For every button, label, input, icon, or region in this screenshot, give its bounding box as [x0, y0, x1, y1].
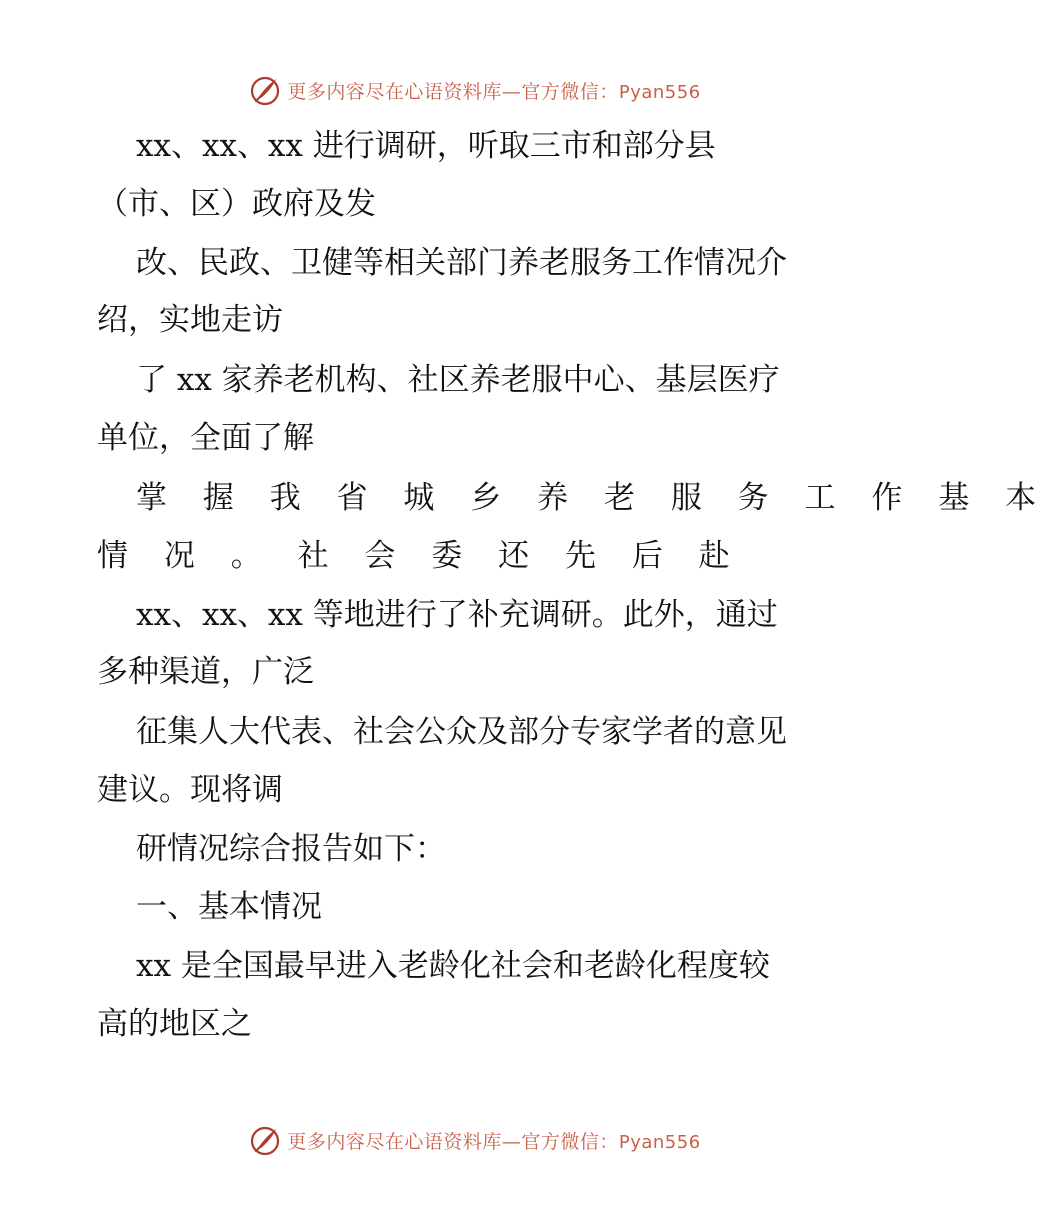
paragraph-line: 掌 握 我 省 城 乡 养 老 服 务 工 作 基 本 [136, 480, 1049, 516]
paragraph-line: 情 况 。 社 会 委 还 先 后 赴 [97, 538, 743, 574]
paragraph-line: xx 是全国最早进入老龄化社会和老龄化程度较 [136, 948, 770, 984]
banner-text: 更多内容尽在心语资料库—官方微信：Pyan556 [287, 80, 701, 103]
quill-pen-logo-icon [249, 1124, 281, 1156]
section-heading: 一、基本情况 [136, 889, 322, 925]
paragraph-line: 多种渠道，广泛 [97, 654, 314, 690]
paragraph-line: 单位，全面了解 [97, 420, 314, 456]
paragraph-line: 绍，实地走访 [97, 302, 283, 338]
paragraph-line: xx、xx、xx 等地进行了补充调研。此外，通过 [136, 597, 778, 633]
paragraph-line: 了 xx 家养老机构、社区养老服中心、基层医疗 [136, 362, 780, 398]
paragraph-line: 征集人大代表、社会公众及部分专家学者的意见 [136, 714, 787, 750]
banner-text: 更多内容尽在心语资料库—官方微信：Pyan556 [287, 1130, 701, 1153]
footer-banner [0, 1120, 950, 1160]
paragraph-line: xx、xx、xx 进行调研，听取三市和部分县 [136, 128, 716, 164]
paragraph-line: 高的地区之 [97, 1006, 252, 1042]
paragraph-line: （市、区）政府及发 [97, 186, 376, 222]
header-banner [0, 70, 950, 110]
paragraph-line: 建议。现将调 [97, 772, 283, 808]
paragraph-line: 研情况综合报告如下： [136, 831, 446, 867]
paragraph-line: 改、民政、卫健等相关部门养老服务工作情况介 [136, 245, 787, 281]
quill-pen-logo-icon [249, 74, 281, 106]
